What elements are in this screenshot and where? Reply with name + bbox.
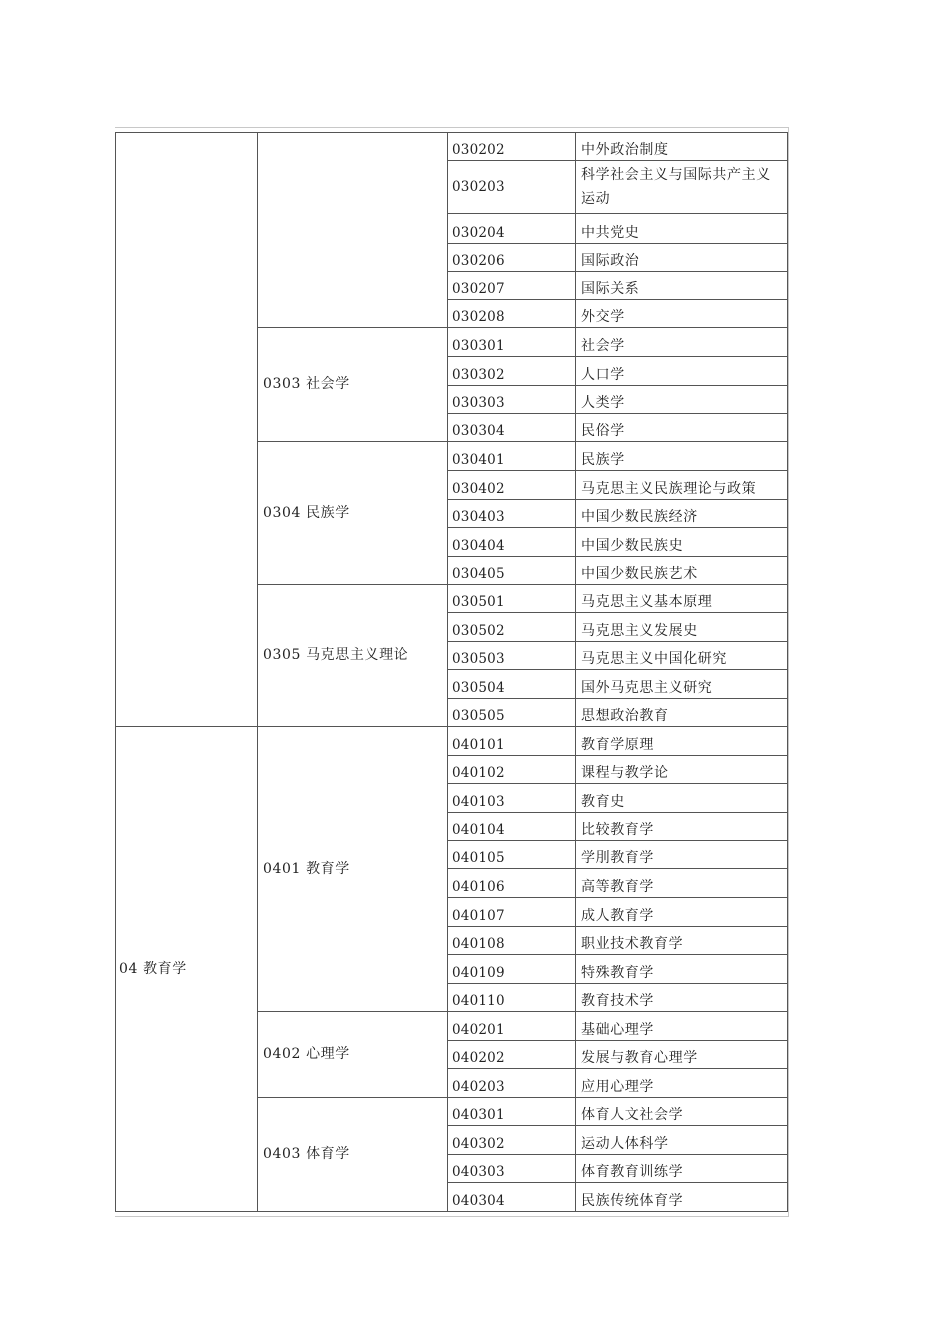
row-code: 040106 <box>452 879 505 895</box>
row-name: 科学社会主义与国际共产主义运动 <box>581 167 771 207</box>
rule-row <box>447 641 788 642</box>
rule-row <box>447 527 788 528</box>
row-name: 中国少数民族经济 <box>581 509 698 525</box>
row-name: 思想政治教育 <box>581 708 669 724</box>
row-name: 教育技术学 <box>581 993 654 1009</box>
row-code: 040203 <box>452 1079 505 1095</box>
rule-row <box>447 243 788 244</box>
rule-row <box>447 213 788 214</box>
rule-col-4 <box>787 132 788 1212</box>
row-name: 学刖教育学 <box>581 850 654 866</box>
rule-table-bottom <box>115 1211 788 1212</box>
row-code: 030401 <box>452 452 505 468</box>
rule-row <box>447 669 788 670</box>
row-code: 030404 <box>452 538 505 554</box>
rule-row <box>447 926 788 927</box>
row-name: 社会学 <box>581 338 625 354</box>
row-code: 040101 <box>452 737 505 753</box>
row-name: 职业技术教育学 <box>581 936 684 952</box>
row-code: 040303 <box>452 1164 505 1180</box>
row-name: 中共党史 <box>581 225 640 241</box>
row-code: 030301 <box>452 338 505 354</box>
row-name: 国际关系 <box>581 281 640 297</box>
row-name: 外交学 <box>581 309 625 325</box>
rule-row <box>447 954 788 955</box>
row-code: 030203 <box>452 178 505 195</box>
row-name: 体育人文社会学 <box>581 1107 684 1123</box>
rule-row <box>447 470 788 471</box>
row-code: 040107 <box>452 908 505 924</box>
rule-row <box>447 812 788 813</box>
rule-row <box>447 1068 788 1069</box>
row-code: 030303 <box>452 395 505 411</box>
row-name: 应用心理学 <box>581 1079 654 1095</box>
rule-row <box>447 698 788 699</box>
row-code: 030405 <box>452 566 505 582</box>
rule-row <box>447 385 788 386</box>
rule-mid-group <box>257 1097 448 1098</box>
row-name: 中国少数民族艺术 <box>581 566 698 582</box>
row-code: 040104 <box>452 822 505 838</box>
row-code: 030207 <box>452 281 505 297</box>
row-name: 马克思主义发展史 <box>581 623 698 639</box>
rule-table-top <box>115 132 788 133</box>
row-code: 030503 <box>452 651 505 667</box>
row-code: 040108 <box>452 936 505 952</box>
row-name: 民族学 <box>581 452 625 468</box>
row-code: 040103 <box>452 794 505 810</box>
row-name: 民族传统体育学 <box>581 1193 684 1209</box>
row-code: 040301 <box>452 1107 505 1123</box>
row-code: 040202 <box>452 1050 505 1066</box>
rule-row <box>447 1097 788 1098</box>
rule-col-2 <box>447 132 448 1212</box>
row-code: 030505 <box>452 708 505 724</box>
rule-row <box>447 840 788 841</box>
row-name: 教育史 <box>581 794 625 810</box>
rule-col-1 <box>257 132 258 1212</box>
row-code: 040110 <box>452 993 505 1009</box>
rule-row <box>447 413 788 414</box>
row-name: 人类学 <box>581 395 625 411</box>
rule-row <box>447 1011 788 1012</box>
rule-row <box>447 556 788 557</box>
row-name: 特殊教育学 <box>581 965 654 981</box>
rule-row <box>447 299 788 300</box>
rule-row <box>447 1182 788 1183</box>
frame-bottom-faint <box>115 1216 789 1217</box>
row-name: 马克思主义基本原理 <box>581 594 713 610</box>
row-name: 运动人体科学 <box>581 1136 669 1152</box>
rule-row <box>447 726 788 727</box>
row-name: 马克思主义民族理论与政策 <box>581 481 757 497</box>
subject-group-label: 0305 马克思主义理论 <box>263 647 409 663</box>
rule-row <box>447 783 788 784</box>
subject-group-label: 0402 心理学 <box>263 1046 350 1062</box>
row-code: 030202 <box>452 142 505 158</box>
rule-row <box>447 584 788 585</box>
rule-mid-group <box>257 1011 448 1012</box>
row-code: 040109 <box>452 965 505 981</box>
rule-mid-group <box>257 726 448 727</box>
rule-row <box>447 1040 788 1041</box>
rule-row <box>447 897 788 898</box>
row-name: 教育学原理 <box>581 737 654 753</box>
rule-col-3 <box>575 132 576 1212</box>
rule-top-group <box>115 726 258 727</box>
row-name: 国际政治 <box>581 253 640 269</box>
subject-group-label: 0304 民族学 <box>263 504 350 521</box>
rule-row <box>447 499 788 500</box>
row-code: 030403 <box>452 509 505 525</box>
subject-group-label: 0303 社会学 <box>263 376 350 392</box>
row-code: 030501 <box>452 594 505 610</box>
row-name: 体育教育训练学 <box>581 1164 684 1180</box>
row-name: 人口学 <box>581 367 625 383</box>
row-name: 基础心理学 <box>581 1022 654 1038</box>
rule-mid-group <box>257 327 448 328</box>
rule-mid-group <box>257 584 448 585</box>
subject-group-label: 0403 体育学 <box>263 1146 350 1162</box>
category-label: 04 教育学 <box>119 960 187 977</box>
rule-row <box>447 327 788 328</box>
rule-row <box>447 1125 788 1126</box>
rule-row <box>447 612 788 613</box>
rule-row <box>447 160 788 161</box>
row-code: 040304 <box>452 1193 505 1209</box>
frame-top-faint <box>115 127 789 128</box>
row-name: 中外政治制度 <box>581 142 669 158</box>
row-name: 发展与教育心理学 <box>581 1050 698 1066</box>
row-name: 高等教育学 <box>581 879 654 895</box>
row-code: 040302 <box>452 1136 505 1152</box>
row-code: 030304 <box>452 423 505 439</box>
row-code: 040105 <box>452 850 505 866</box>
row-code: 030402 <box>452 481 505 497</box>
subject-group-label: 0401 教育学 <box>263 860 350 877</box>
rule-col-0 <box>115 132 116 1212</box>
row-code: 030502 <box>452 623 505 639</box>
row-name: 国外马克思主义研究 <box>581 680 713 696</box>
rule-row <box>447 983 788 984</box>
row-name: 马克思主义中国化研究 <box>581 651 727 667</box>
rule-row <box>447 271 788 272</box>
row-code: 030302 <box>452 367 505 383</box>
row-code: 040201 <box>452 1022 505 1038</box>
frame-right-faint <box>788 127 789 1217</box>
row-code: 030204 <box>452 225 505 241</box>
rule-row <box>447 356 788 357</box>
rule-row <box>447 755 788 756</box>
row-code: 030504 <box>452 680 505 696</box>
row-code: 040102 <box>452 765 505 781</box>
rule-row <box>447 1154 788 1155</box>
row-name: 比较教育学 <box>581 822 654 838</box>
row-name: 成人教育学 <box>581 908 654 924</box>
rule-row <box>447 868 788 869</box>
rule-row <box>447 441 788 442</box>
row-name: 民俗学 <box>581 423 625 439</box>
row-code: 030206 <box>452 253 505 269</box>
row-name: 中国少数民族史 <box>581 538 684 554</box>
row-code: 030208 <box>452 309 505 325</box>
row-name: 课程与教学论 <box>581 765 669 781</box>
rule-mid-group <box>257 441 448 442</box>
